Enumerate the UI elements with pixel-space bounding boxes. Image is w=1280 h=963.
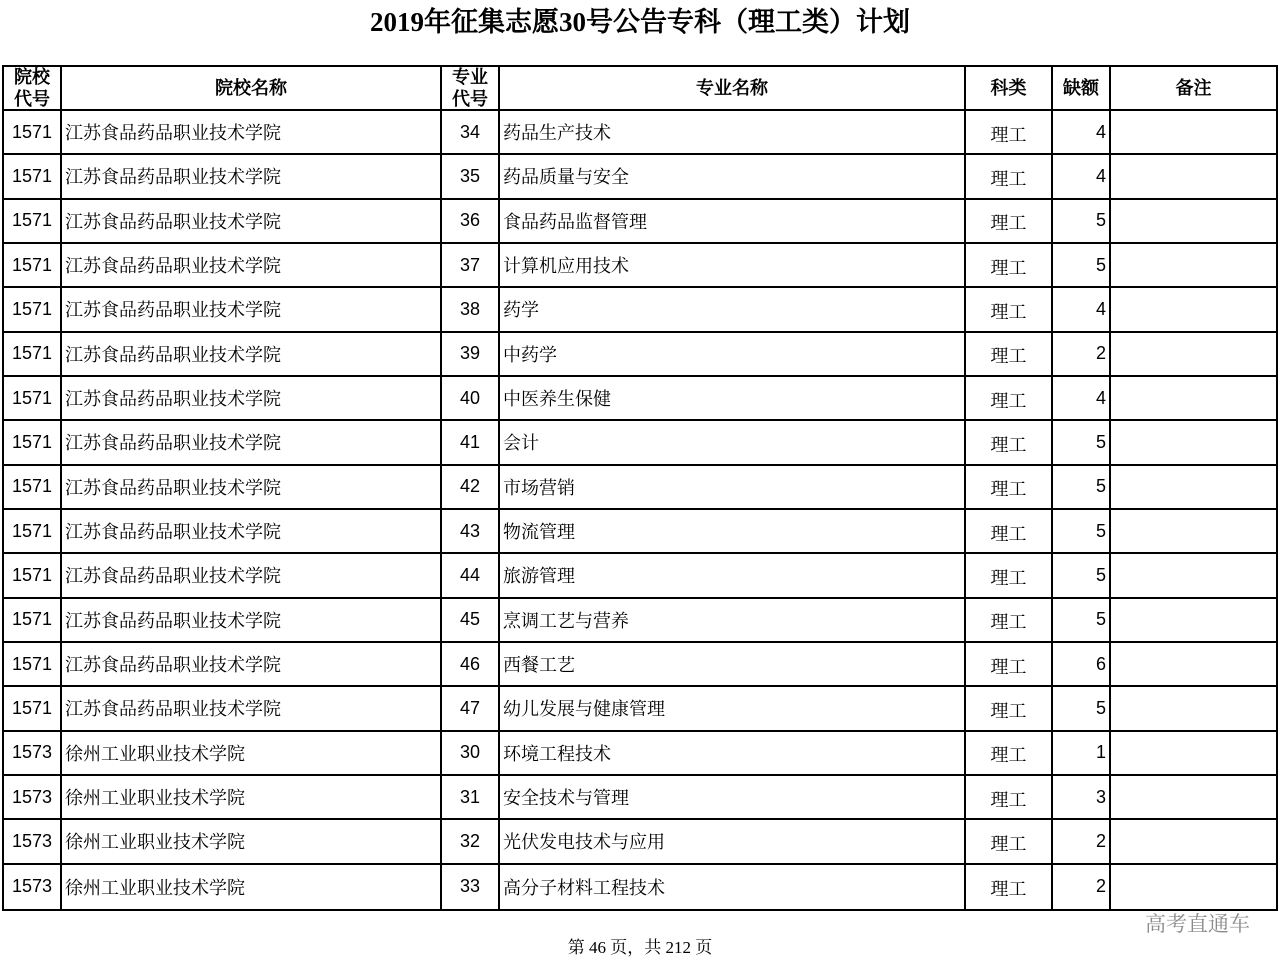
cell-category: 理工	[966, 466, 1053, 508]
cell-school-code: 1571	[4, 421, 62, 463]
cell-school-name: 江苏食品药品职业技术学院	[62, 200, 442, 242]
cell-category: 理工	[966, 244, 1053, 286]
cell-vacancy: 3	[1053, 776, 1111, 818]
cell-category: 理工	[966, 510, 1053, 552]
cell-remarks	[1111, 820, 1276, 862]
cell-major-code: 30	[442, 732, 500, 774]
cell-remarks	[1111, 377, 1276, 419]
cell-vacancy: 4	[1053, 155, 1111, 197]
header-major-code-line-1: 专业	[452, 67, 488, 87]
cell-vacancy: 5	[1053, 510, 1111, 552]
cell-school-code: 1571	[4, 200, 62, 242]
cell-school-name: 江苏食品药品职业技术学院	[62, 288, 442, 330]
cell-vacancy: 1	[1053, 732, 1111, 774]
cell-major-name: 计算机应用技术	[500, 244, 966, 286]
cell-vacancy: 4	[1053, 111, 1111, 153]
table-row	[4, 865, 1276, 909]
cell-vacancy: 2	[1053, 333, 1111, 375]
cell-major-name: 食品药品监督管理	[500, 200, 966, 242]
watermark-text: 高考直通车	[1145, 912, 1250, 936]
cell-major-code: 37	[442, 244, 500, 286]
cell-major-code: 39	[442, 333, 500, 375]
cell-remarks	[1111, 333, 1276, 375]
cell-category: 理工	[966, 687, 1053, 729]
cell-major-code: 36	[442, 200, 500, 242]
header-school-code	[4, 67, 62, 109]
table-row	[4, 155, 1276, 199]
table-header-row	[4, 67, 1276, 111]
table-row	[4, 732, 1276, 776]
cell-school-code: 1571	[4, 111, 62, 153]
cell-major-code: 32	[442, 820, 500, 862]
cell-major-code: 40	[442, 377, 500, 419]
cell-school-name: 徐州工业职业技术学院	[62, 820, 442, 862]
cell-vacancy: 2	[1053, 865, 1111, 909]
cell-school-code: 1573	[4, 865, 62, 909]
page-title: 2019年征集志愿30号公告专科（理工类）计划	[370, 7, 910, 37]
cell-major-code: 44	[442, 554, 500, 596]
cell-category: 理工	[966, 288, 1053, 330]
cell-category: 理工	[966, 820, 1053, 862]
cell-category: 理工	[966, 776, 1053, 818]
cell-vacancy: 6	[1053, 643, 1111, 685]
table-row	[4, 820, 1276, 864]
page-footer: 第 46 页，共 212 页	[567, 938, 713, 957]
cell-major-name: 市场营销	[500, 466, 966, 508]
table-row	[4, 111, 1276, 155]
cell-remarks	[1111, 421, 1276, 463]
cell-school-code: 1571	[4, 466, 62, 508]
cell-major-name: 旅游管理	[500, 554, 966, 596]
cell-category: 理工	[966, 377, 1053, 419]
cell-category: 理工	[966, 421, 1053, 463]
cell-school-name: 徐州工业职业技术学院	[62, 776, 442, 818]
cell-category: 理工	[966, 643, 1053, 685]
cell-major-code: 34	[442, 111, 500, 153]
table-row	[4, 466, 1276, 510]
table-row	[4, 288, 1276, 332]
cell-vacancy: 5	[1053, 687, 1111, 729]
cell-remarks	[1111, 155, 1276, 197]
cell-remarks	[1111, 865, 1276, 909]
cell-major-name: 药品生产技术	[500, 111, 966, 153]
cell-category: 理工	[966, 155, 1053, 197]
header-vacancy	[1053, 67, 1111, 109]
cell-major-name: 幼儿发展与健康管理	[500, 687, 966, 729]
table-row	[4, 643, 1276, 687]
cell-school-name: 江苏食品药品职业技术学院	[62, 643, 442, 685]
table-row	[4, 599, 1276, 643]
cell-major-name: 会计	[500, 421, 966, 463]
cell-school-code: 1571	[4, 244, 62, 286]
cell-remarks	[1111, 599, 1276, 641]
cell-vacancy: 4	[1053, 377, 1111, 419]
cell-major-code: 45	[442, 599, 500, 641]
cell-major-name: 药品质量与安全	[500, 155, 966, 197]
cell-school-code: 1571	[4, 510, 62, 552]
header-major-name	[500, 67, 966, 109]
header-school-name	[62, 67, 442, 109]
cell-remarks	[1111, 687, 1276, 729]
cell-school-code: 1571	[4, 377, 62, 419]
header-school-code-line-2: 代号	[14, 89, 50, 109]
cell-remarks	[1111, 510, 1276, 552]
cell-major-code: 43	[442, 510, 500, 552]
cell-school-code: 1573	[4, 732, 62, 774]
cell-school-code: 1571	[4, 643, 62, 685]
cell-school-code: 1573	[4, 820, 62, 862]
table-row	[4, 776, 1276, 820]
cell-remarks	[1111, 643, 1276, 685]
cell-school-name: 江苏食品药品职业技术学院	[62, 554, 442, 596]
table-row	[4, 333, 1276, 377]
table-row	[4, 421, 1276, 465]
cell-school-code: 1571	[4, 288, 62, 330]
cell-major-code: 42	[442, 466, 500, 508]
cell-major-name: 烹调工艺与营养	[500, 599, 966, 641]
cell-major-name: 安全技术与管理	[500, 776, 966, 818]
cell-category: 理工	[966, 200, 1053, 242]
cell-vacancy: 5	[1053, 466, 1111, 508]
cell-major-name: 光伏发电技术与应用	[500, 820, 966, 862]
cell-school-code: 1571	[4, 687, 62, 729]
cell-vacancy: 5	[1053, 599, 1111, 641]
header-remarks	[1111, 67, 1276, 109]
header-category-label: 科类	[990, 78, 1027, 98]
cell-school-name: 江苏食品药品职业技术学院	[62, 599, 442, 641]
cell-school-name: 江苏食品药品职业技术学院	[62, 155, 442, 197]
cell-major-name: 药学	[500, 288, 966, 330]
cell-remarks	[1111, 732, 1276, 774]
cell-major-name: 中药学	[500, 333, 966, 375]
table-row	[4, 244, 1276, 288]
cell-vacancy: 4	[1053, 288, 1111, 330]
header-vacancy-label: 缺额	[1063, 78, 1099, 98]
header-school-name-label: 院校名称	[215, 78, 287, 98]
table-body	[4, 111, 1276, 909]
table-row	[4, 510, 1276, 554]
header-remarks-label: 备注	[1175, 78, 1212, 98]
plan-table	[2, 65, 1278, 911]
cell-school-name: 江苏食品药品职业技术学院	[62, 377, 442, 419]
cell-remarks	[1111, 466, 1276, 508]
cell-school-code: 1571	[4, 599, 62, 641]
cell-remarks	[1111, 111, 1276, 153]
table-row	[4, 554, 1276, 598]
table-row	[4, 377, 1276, 421]
cell-category: 理工	[966, 111, 1053, 153]
cell-school-name: 江苏食品药品职业技术学院	[62, 111, 442, 153]
cell-school-name: 江苏食品药品职业技术学院	[62, 333, 442, 375]
cell-major-name: 西餐工艺	[500, 643, 966, 685]
cell-school-name: 江苏食品药品职业技术学院	[62, 244, 442, 286]
cell-remarks	[1111, 776, 1276, 818]
table-row	[4, 200, 1276, 244]
cell-major-code: 35	[442, 155, 500, 197]
cell-school-name: 徐州工业职业技术学院	[62, 865, 442, 909]
cell-major-code: 38	[442, 288, 500, 330]
header-major-name-label: 专业名称	[696, 78, 768, 98]
cell-school-name: 江苏食品药品职业技术学院	[62, 466, 442, 508]
cell-school-name: 江苏食品药品职业技术学院	[62, 421, 442, 463]
cell-school-code: 1571	[4, 554, 62, 596]
cell-remarks	[1111, 244, 1276, 286]
header-category	[966, 67, 1053, 109]
cell-school-code: 1571	[4, 155, 62, 197]
cell-vacancy: 5	[1053, 554, 1111, 596]
cell-school-code: 1573	[4, 776, 62, 818]
cell-category: 理工	[966, 732, 1053, 774]
cell-major-code: 46	[442, 643, 500, 685]
cell-major-name: 物流管理	[500, 510, 966, 552]
cell-school-code: 1571	[4, 333, 62, 375]
cell-major-code: 33	[442, 865, 500, 909]
table-row	[4, 687, 1276, 731]
cell-category: 理工	[966, 333, 1053, 375]
cell-remarks	[1111, 554, 1276, 596]
cell-school-name: 江苏食品药品职业技术学院	[62, 510, 442, 552]
cell-major-code: 47	[442, 687, 500, 729]
cell-remarks	[1111, 200, 1276, 242]
cell-major-name: 环境工程技术	[500, 732, 966, 774]
cell-vacancy: 2	[1053, 820, 1111, 862]
header-major-code	[442, 67, 500, 109]
cell-vacancy: 5	[1053, 421, 1111, 463]
cell-category: 理工	[966, 865, 1053, 909]
cell-vacancy: 5	[1053, 200, 1111, 242]
cell-remarks	[1111, 288, 1276, 330]
cell-major-name: 高分子材料工程技术	[500, 865, 966, 909]
cell-major-code: 31	[442, 776, 500, 818]
cell-category: 理工	[966, 554, 1053, 596]
header-school-code-line-1: 院校	[14, 67, 50, 87]
cell-major-code: 41	[442, 421, 500, 463]
cell-school-name: 徐州工业职业技术学院	[62, 732, 442, 774]
header-major-code-line-2: 代号	[452, 89, 488, 109]
cell-vacancy: 5	[1053, 244, 1111, 286]
cell-school-name: 江苏食品药品职业技术学院	[62, 687, 442, 729]
cell-category: 理工	[966, 599, 1053, 641]
cell-major-name: 中医养生保健	[500, 377, 966, 419]
